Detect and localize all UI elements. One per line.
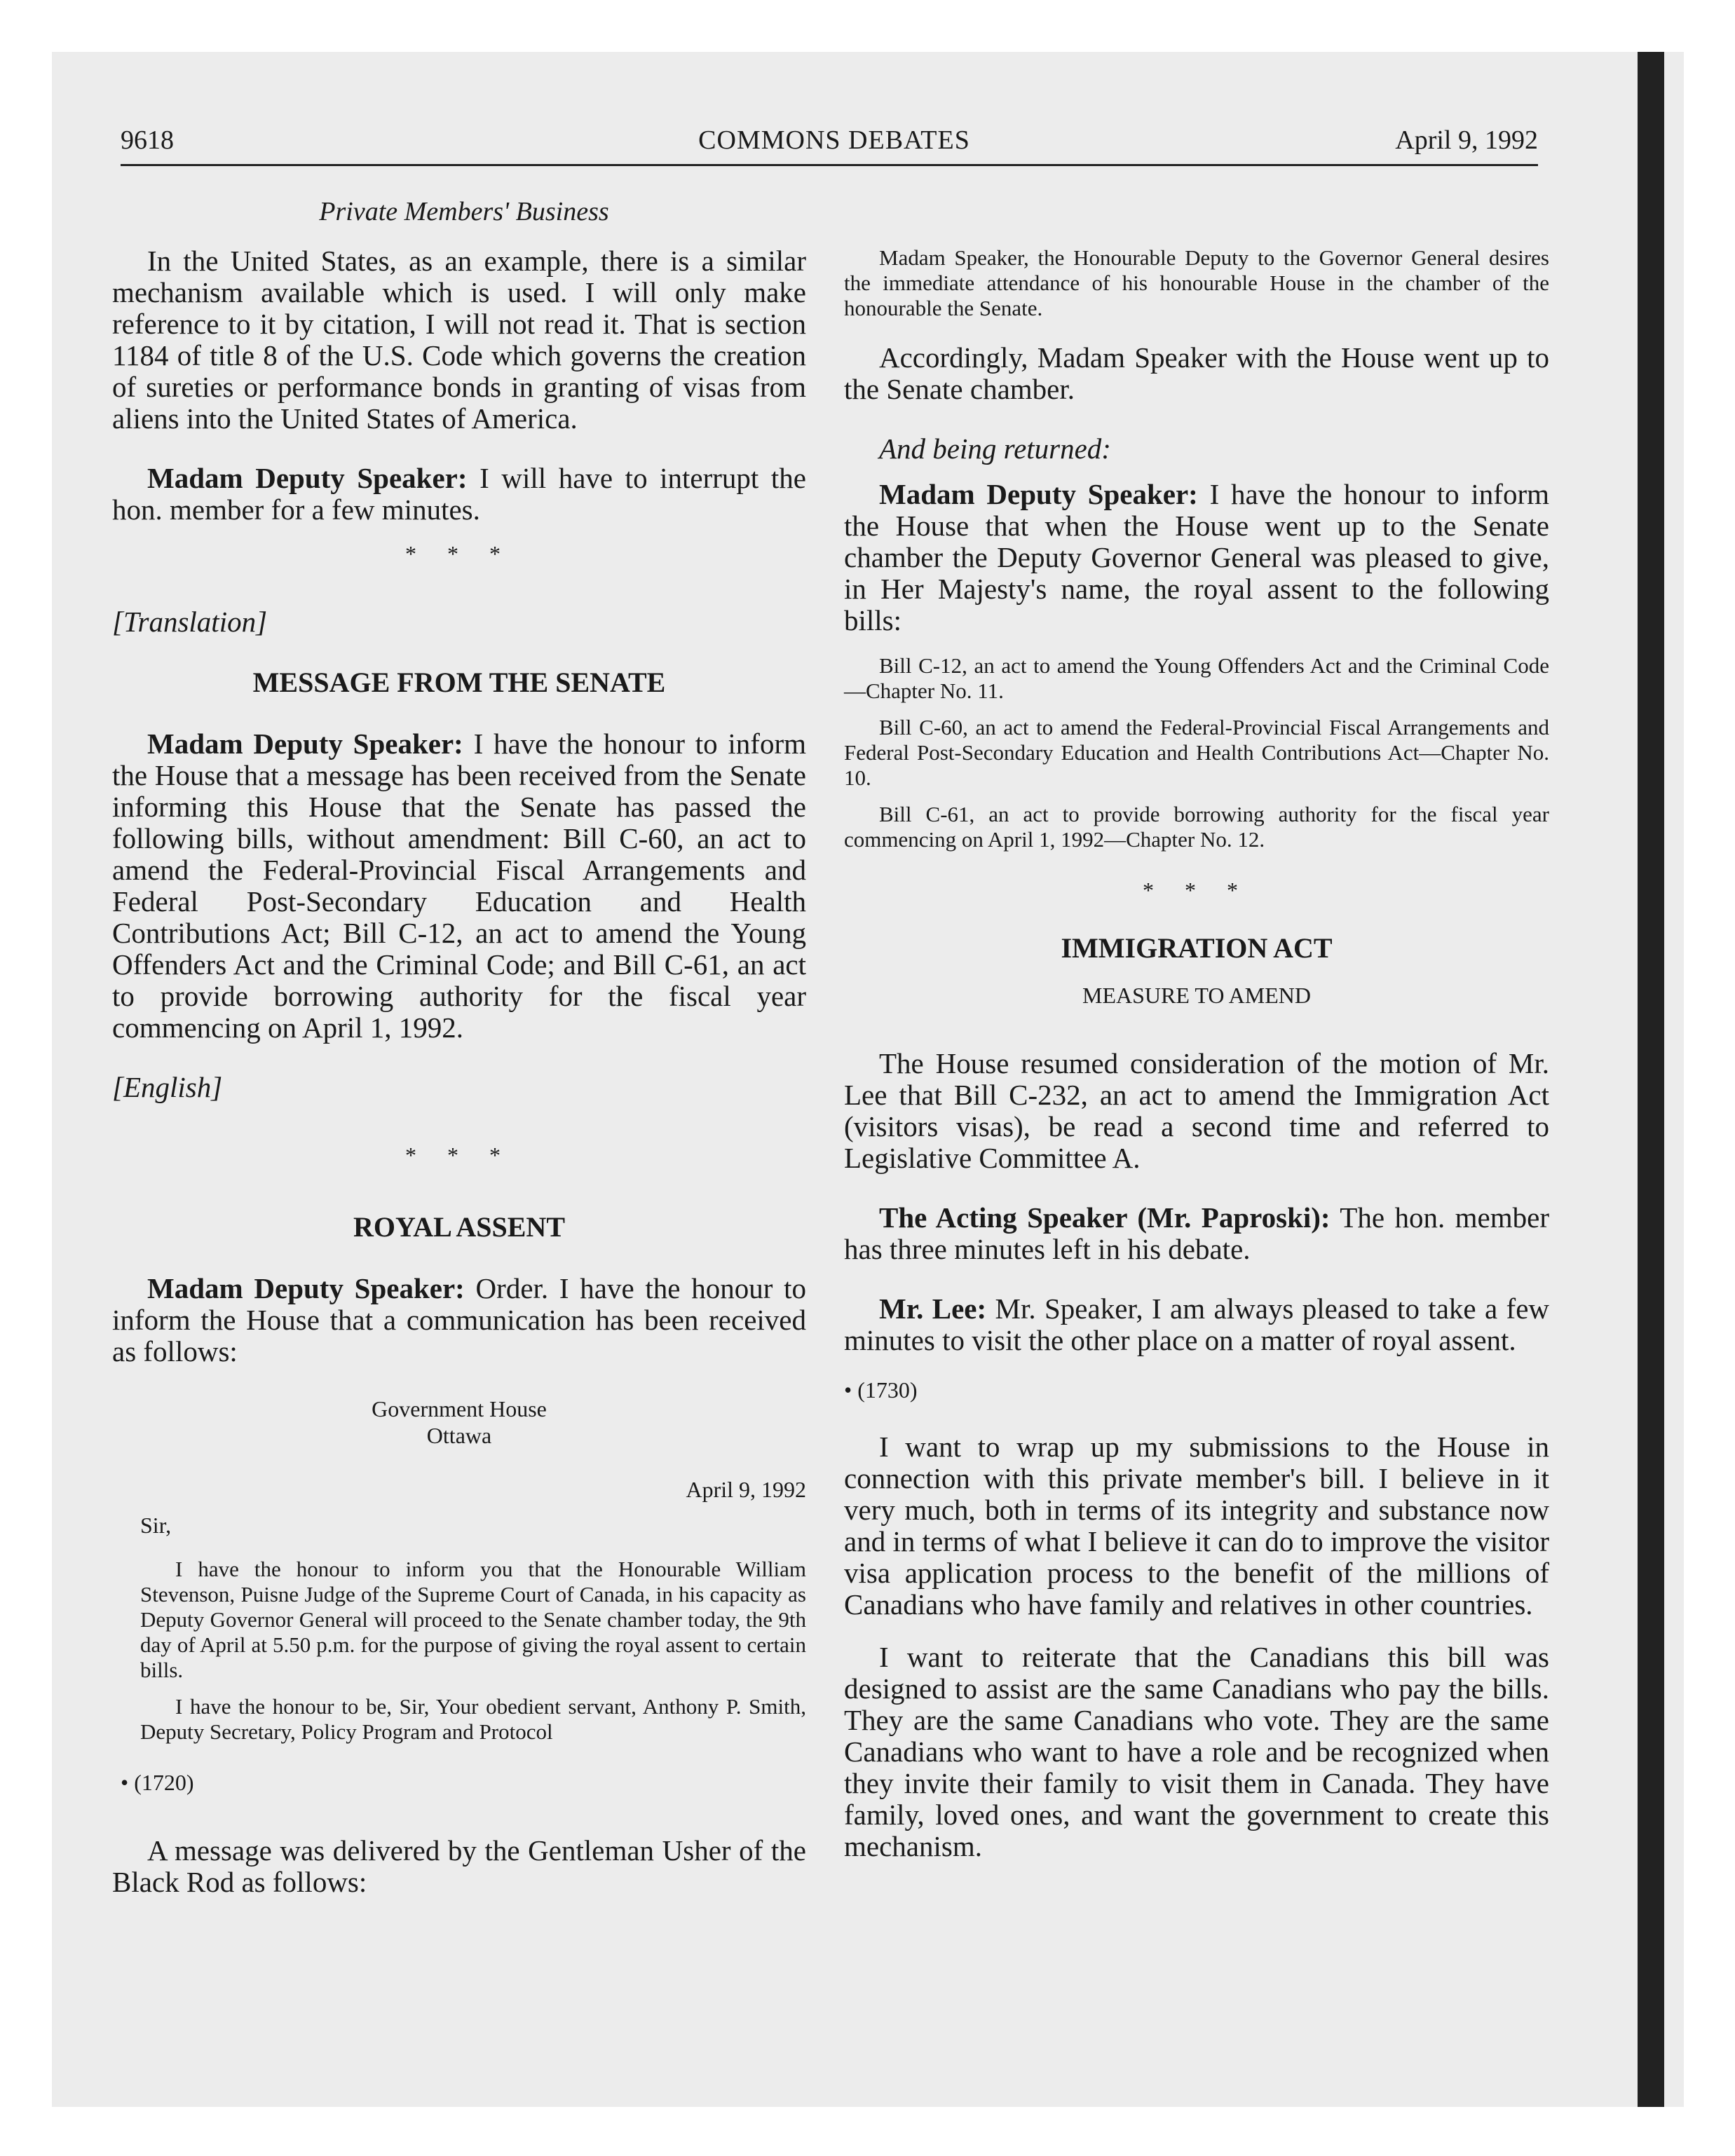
bill-item: Bill C-60, an act to amend the Federal-Provincial Fiscal Arrangements and Federal Post-Secondary Education and Health Contributions Act—Chapter No. 10.	[844, 715, 1549, 790]
section-separator: * * *	[1143, 878, 1251, 903]
section-heading: IMMIGRATION ACT	[1061, 932, 1333, 964]
paragraph	[844, 1293, 1549, 1356]
speech-text: I have the honour to inform the House that when the House went up to the Senate chamber the Deputy Governor General was pleased to give, in Her Majesty's name, the royal assent to the following bills:	[844, 478, 1549, 636]
paragraph: A message was delivered by the Gentleman Usher of the Black Rod as follows:	[112, 1834, 806, 1898]
time-stamp: • (1730)	[844, 1377, 918, 1403]
paragraph	[844, 479, 1549, 636]
section-subheading: MEASURE TO AMEND	[1082, 983, 1311, 1008]
letter-address-line: Ottawa	[426, 1423, 492, 1448]
paragraph: I want to reiterate that the Canadians this bill was designed to assist are the same Canadians who pay the bills. They are the same Canadians who vote. They are the same Canadians who want to have a role and be recognized when they invite their family to visit them in Canada. They have family, loved ones, and want the government to create this mechanism.	[844, 1641, 1549, 1862]
paragraph: In the United States, as an example, there is a similar mechanism available which is used. I will only make reference to it by citation, I will not read it. That is section 1184 of title 8 of the U.S. Code which governs the creation of sureties or performance bonds in granting of visas from aliens into the United States of America.	[112, 245, 806, 435]
section-heading: MESSAGE FROM THE SENATE	[252, 667, 666, 698]
section-separator: * * *	[405, 541, 513, 566]
page-number: 9618	[121, 125, 174, 155]
paragraph	[112, 1273, 806, 1367]
right-column	[844, 245, 1549, 1890]
speaker-name: Madam Deputy Speaker:	[879, 478, 1198, 510]
speaker-name: Mr. Lee:	[879, 1292, 987, 1325]
paragraph: I want to wrap up my submissions to the House in connection with this private member's bill. I believe in it very much, both in terms of its integrity and substance now and in terms of what I believe it can do to improve the visitor visa application process to the benefit of the millions of Canadians who have family and relatives in other countries.	[844, 1431, 1549, 1621]
time-stamp: • (1720)	[121, 1770, 194, 1795]
header-rule	[121, 164, 1538, 166]
translation-note: [Translation]	[112, 606, 268, 638]
page-date: April 9, 1992	[1395, 125, 1538, 155]
speech-text: The hon. member has three minutes left in his debate.	[844, 1201, 1549, 1265]
paragraph: The House resumed consideration of the motion of Mr. Lee that Bill C-232, an act to amend the Immigration Act (visitors visas), be read a second time and referred to Legislative Committee A.	[844, 1047, 1549, 1174]
speech-text: Order. I have the honour to inform the House that a communication has been received as follows:	[112, 1272, 806, 1367]
paragraph	[844, 1202, 1549, 1265]
letter-body: I have the honour to inform you that the Honourable William Stevenson, Puisne Judge of the Supreme Court of Canada, in his capacity as Deputy Governor General will proceed to the Senate chamber today, the 9th day of April at 5.50 p.m. for the purpose of giving the royal assent to certain bills.	[140, 1557, 806, 1682]
speech-text: Mr. Speaker, I am always pleased to take a few minutes to visit the other place on a matter of royal assent.	[844, 1292, 1550, 1356]
bill-item: Bill C-12, an act to amend the Young Offenders Act and the Criminal Code—Chapter No. 11.	[844, 653, 1549, 703]
letter-address	[112, 1396, 806, 1449]
speech-text: I have the honour to inform the House that a message has been received from the Senate informing this House that the Senate has passed the following bills, without amendment: Bill C-60, an act to amend the Federal-Provincial Fiscal Arrangements and Federal Post-Secondary Education and Health Contributions Act; Bill C-12, an act to amend the Young Offenders Act and the Criminal Code; and Bill C-61, an act to provide borrowing authority for the fiscal year commencing on April 1, 1992.	[112, 728, 806, 1044]
speaker-name: The Acting Speaker (Mr. Paproski):	[879, 1201, 1331, 1234]
stage-direction: And being returned:	[879, 432, 1111, 465]
left-column	[112, 245, 806, 1926]
letter-salutation: Sir,	[140, 1513, 172, 1538]
language-note: [English]	[112, 1071, 223, 1103]
publication-title: COMMONS DEBATES	[698, 125, 970, 155]
paragraph	[112, 463, 806, 526]
speech-text: I will have to interrupt the hon. member for a few minutes.	[112, 462, 806, 526]
bill-item: Bill C-61, an act to provide borrowing authority for the fiscal year commencing on April 1, 1992—Chapter No. 12.	[844, 802, 1549, 852]
letter-date: April 9, 1992	[686, 1477, 806, 1502]
section-running-head: Private Members' Business	[319, 197, 609, 226]
letter-address-line: Government House	[372, 1396, 547, 1421]
section-heading: ROYAL ASSENT	[353, 1211, 565, 1243]
section-separator: * * *	[405, 1142, 513, 1168]
speaker-name: Madam Deputy Speaker:	[147, 1272, 465, 1304]
paragraph: Accordingly, Madam Speaker with the House went up to the Senate chamber.	[844, 341, 1549, 405]
speaker-name: Madam Deputy Speaker:	[147, 728, 463, 760]
speaker-name: Madam Deputy Speaker:	[147, 462, 468, 494]
black-rod-message: Madam Speaker, the Honourable Deputy to the Governor General desires the immediate attendance of his honourable House in the chamber of the honourable the Senate.	[844, 245, 1549, 320]
letter-closing: I have the honour to be, Sir, Your obedient servant, Anthony P. Smith, Deputy Secretary, Policy Program and Protocol	[140, 1694, 806, 1744]
paragraph	[112, 728, 806, 1044]
